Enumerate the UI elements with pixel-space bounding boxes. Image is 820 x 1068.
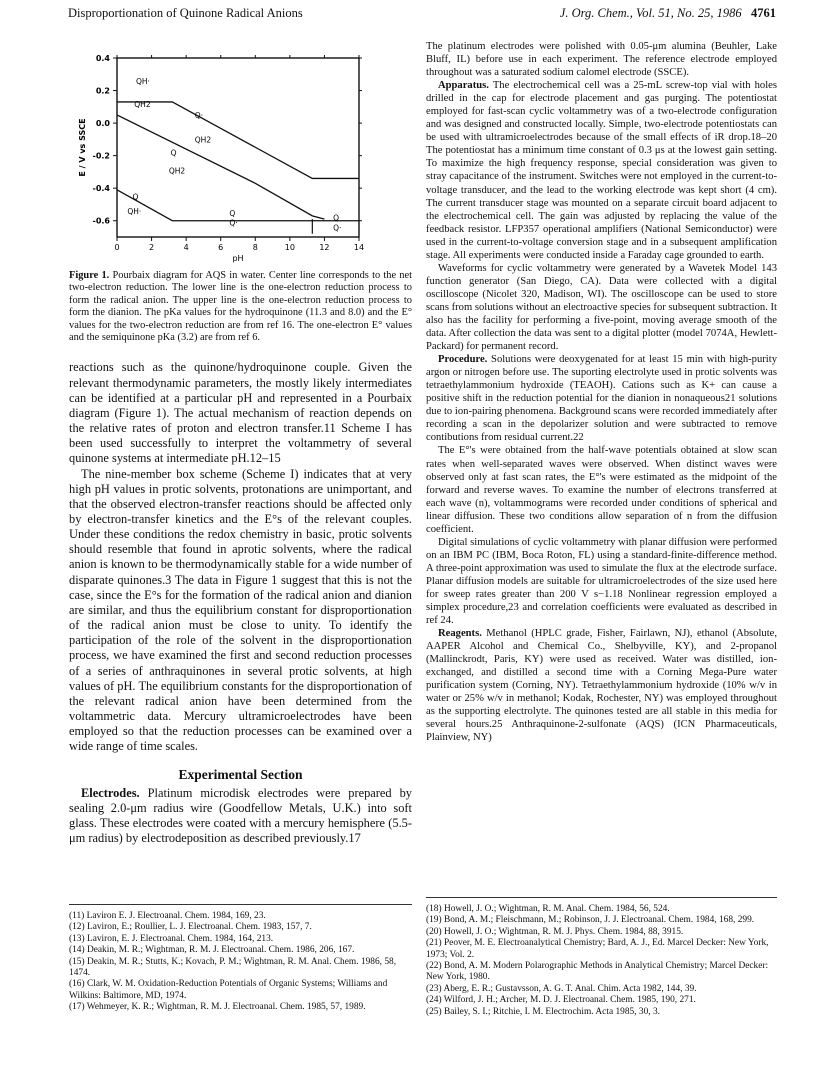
electrodes-paragraph [69,786,412,847]
series-line-2 [117,115,324,219]
region-label: Q· [194,111,204,121]
region-label: Q [333,213,339,223]
body-paragraph [426,444,777,535]
body-paragraph [426,353,777,444]
reference-item: (24) Wilford, J. H.; Archer, M. D. J. Electroanal. Chem. 1985, 190, 271. [426,995,696,1006]
region-label: QH2 [134,99,151,109]
x-tick-label: 14 [353,243,365,252]
reference-item: (22) Bond, A. M. Modern Polarographic Methods in Analytical Chemistry; Marcel Decker: New York, 1980. [426,961,769,983]
reference-item: (18) Howell, J. O.; Wightman, R. M. Anal. Chem. 1984, 56, 524. [426,904,670,914]
paragraph-text: Waveforms for cyclic voltammetry were generated by a Wavetek Model 143 function generator (San Diego, CA). Data were collected with a digital oscilloscope (Nicolet 320, Madison, WI). The oscilloscope can be used to store scans from solutions without an electroactive species for subsequent subtraction. It also has the facility for performing a five-point, moving average smooth of the data. After collection the data was sent to a digital plotter (model 7074A, Hewlett-Packard) for permanent record. [426,262,777,353]
figure-label: Figure 1. [69,270,110,281]
y-tick-label: -0.4 [92,184,110,194]
y-axis-label: E / V vs SSCE [78,118,87,177]
series-line-1 [117,99,359,178]
running-header: Disproportionation of Quinone Radical Anions [68,6,303,20]
paragraph-text: The platinum electrodes were polished with 0.05-μm alumina (Beuhler, Lake Bluff, IL) before use in each experiment. The reference electrode employed throughout was a saturated sodium calomel electrode (SSCE). [426,41,777,79]
region-label: Q [229,208,236,218]
section-heading: Experimental Section [178,766,303,782]
reference-item: (21) Peover, M. E. Electroanalytical Chemistry; Bard, A. J., Ed. Marcel Decker: New York, 1973; Vol. 2. [426,938,769,960]
body-paragraph [426,40,777,79]
pourbaix-chart [69,40,412,268]
body-paragraph [426,627,777,744]
footnotes-right [426,897,777,1018]
journal-citation [560,6,776,21]
y-tick-label: -0.6 [92,216,110,226]
body-paragraph [426,262,777,353]
journal-name: J. Org. Chem., Vol. 51, No. 25, 1986 [559,6,742,20]
reference-item: (11) Laviron E. J. Electroanal. Chem. 1984, 169, 23. [69,911,266,921]
left-column [69,40,412,846]
right-column [426,40,777,745]
region-label: Q· [333,223,342,233]
region-label: QH· [127,207,142,217]
series-line-3 [117,190,359,221]
run-in-heading: Electrodes. [81,785,140,800]
x-tick-label: 2 [149,243,155,252]
reference-item: (16) Clark, W. M. Oxidation-Reduction Potentials of Organic Systems; Williams and Wilkins: Baltimore, MD, 1974. [69,979,388,1001]
x-tick-label: 0 [114,243,120,252]
x-tick-label: 12 [319,243,330,252]
y-tick-label: 0.2 [95,86,110,96]
body-paragraph [426,79,777,262]
region-label: QH2 [194,135,212,145]
paragraph-text: reactions such as the quinone/hydroquinone couple. Given the relevant thermodynamic parameters, the mostly likely intermediates can be identified at a particular pH and represented in a Pourbaix diagram (Figure 1). The actual mechanism of reaction depends on the relative rates of proton and electron transfer.11 Scheme I has been used successfully to interpret the voltammetry of several quinone systems at intermediate pH.12–15 [69,360,412,466]
reference-item: (20) Howell, J. O.; Wightman, R. M. J. Phys. Chem. 1984, 88, 3915. [426,926,684,937]
region-label: Q [132,192,139,202]
reference-item: (23) Aberg, E. R.; Gustavsson, A. G. T. Anal. Chim. Acta 1982, 144, 39. [426,983,697,994]
y-tick-label: 0.0 [95,119,110,129]
paragraph-text: The E°'s were obtained from the half-wave potentials obtained at slow scan rates when well-separated waves were observed. When distinct waves were observed only at fast scan rates, the E°'s were estimated as the midpoint of the forward and reverse waves. To examine the number of electrons transferred at each wave (n), voltammograms were recorded under conditions of spherical and linear diffusion. These two conditions allow separation of n from the diffusion coefficient. [426,445,777,535]
x-tick-label: 8 [252,243,258,252]
region-label: QH· [136,77,150,87]
reference-item: (15) Deakin, M. R.; Stutts, K.; Kovach, P. M.; Wightman, R. M. Anal. Chem. 1986, 58, 1474. [69,956,397,979]
reference-item: (17) Wehmeyer, K. R.; Wightman, R. M. J. Electroanal. Chem. 1985, 57, 1989. [69,1002,366,1013]
figure-caption [69,270,412,344]
footnote-rule [69,904,412,905]
reference-item: (25) Bailey, S. I.; Ritchie, I. M. Electrochim. Acta 1985, 30, 3. [426,1006,660,1017]
x-tick-label: 10 [284,243,295,252]
x-axis-label: pH [232,254,244,263]
paragraph-text: Methanol (HPLC grade, Fisher, Fairlawn, NJ), ethanol (Absolute, AAPER Alcohol and Chemical Co., Shelbyville, KY), and 2-propanol (Mallinckrodt, Paris, KY) were used as received. Water was distilled, ion-exchanged, and distilled a second time with a Corning Mega-Pure water purification system (Corning, NY). Tetraethylammonium hydroxide (10% w/v in water or 25% w/v in methanol; Kodak, Rochester, NY) was employed throughout as the supporting electrolyte. The quinones tested are all stable in this media for several hours.25 Anthraquinone-2-sulfonate (AQS) (ICN Pharmaceuticals, Plainview, NY) [426,628,777,744]
body-paragraph [69,360,412,466]
x-tick-label: 6 [218,243,224,252]
reference-item: (13) Laviron, E. J. Electroanal. Chem. 1984, 164, 213. [69,933,274,944]
run-in-heading: Apparatus. [438,80,489,92]
figure-caption-text: Pourbaix diagram for AQS in water. Center line corresponds to the net two-electron reduction. The lower line is the one-electron reduction process to form the radical anion. The upper line is the one-electron reduction process to form the dianion. The pKa values for the hydroquinone (11.3 and 8.0) and the E° values for the two-electron reduction are from ref 16. The one-electron E° values and the semiquinone pKa (3.2) are from ref 6. [69,270,412,344]
reference-item: (14) Deakin, M. R.; Wightman, R. M. J. Electroanal. Chem. 1986, 206, 167. [69,945,355,956]
body-paragraph [69,467,412,755]
pourbaix-figure [69,40,412,268]
y-tick-label: -0.2 [92,151,110,161]
reference-item: (19) Bond, A. M.; Fleischmann, M.; Robinson, J. J. Electroanal. Chem. 1984, 168, 299. [426,915,755,926]
paragraph-text: Platinum microdisk electrodes were prepared by sealing 2.0-μm radius wire (Goodfellow Metals, U.K.) into soft glass. These electrodes were coated with a mercury hemisphere (5.5-μm radius) by electrodeposition as described previously.17 [69,785,412,846]
left-body [69,360,412,754]
body-paragraph [426,536,777,627]
footnotes-left [69,904,412,1014]
run-in-heading: Reagents. [438,628,482,640]
paragraph-text: The electrochemical cell was a 25-mL screw-top vial with holes drilled in the cap for electrode placement and gas purging. The potentiostat employed for fast-scan cyclic voltammetry was of a two-electrode configuration and was designed and constructed locally. Simple, two-electrode potentiostats can be used with ultramicroelectrodes because of the small effects of iR drop.18–20 The potentiostat has a minimum time constant of 0.3 μs at the lowest gain setting. To maximize the high frequency response, special consideration was given to stray capacitance of the instrument. Switches were not employed in the current-to-voltage transducer, and the lead to the working electrode was kept short (4 cm). The current transducer stage was mounted on a separate circuit board adjacent to the electrochemical cell. The gain was adjusted by replacing the value of the feedback resistor. LFP357 operational amplifiers (National Semiconductor) were used in the current-to-voltage conversion stage and in a subsequent amplification stage. All experiments were conducted inside a Faraday cage grounded to earth. [426,80,777,261]
paragraph-text: Solutions were deoxygenated for at least 15 min with high-purity argon or nitrogen before use. The suporting electrolyte used in protic solvents was tetraethylammonium hydroxide (TEAOH). Cations such as K+ can cause a positive shift in the reduction potential for the dianion in nonaqueous21 solutions due to ion-pairing phenomena. Background scans were recorded immediately after recording a scan in the depolarizer solution and were subtracted to remove contibutions from residual current.22 [426,354,777,444]
run-in-heading: Procedure. [438,354,488,366]
reference-item: (12) Laviron, E.; Roullier, L. J. Electroanal. Chem. 1983, 157, 7. [69,922,312,933]
y-tick-label: 0.4 [95,54,110,63]
region-label: Q [170,148,177,158]
footnote-rule [426,897,777,898]
paragraph-text: The nine-member box scheme (Scheme I) indicates that at very high pH values in protic solvents, protonations are unimportant, and that the observed electron-transfer reactions should be affected only by electron-transfer kinetics and the E°s of the relevant couples. Under these conditions the redox chemistry in basic, protic solvents should resemble that found in aprotic solvents, where the radical anion is known to be thermodynamically stable for a wide number of disparate quinones.3 The data in Figure 1 suggest that this is not the case, since the E°s for the formation of the radical anion and dianion are similar, and thus the equilibrium constant for disproportionation of the radical anion must be close to unity. To identify the participation of the role of the solvent in the disproportionation process, we have examined the first and second reduction processes of a series of anthraquinones in several protic solvents, at high values of pH. The equilibrium constants for the disproportionation of the relevant radical anion have been determined from the voltammetric data. Mercury ultramicroelectrodes have been employed so that the reduction processes can be examined over a wide range of time scales. [69,466,412,754]
paragraph-text: Digital simulations of cyclic voltammetry with planar diffusion were performed on an IBM PC (IBM, Boca Roton, FL) using a standard-finite-difference method. A three-point approximation was used to simulate the flux at the electrode surface. Planar diffusion models are suitable for ultramicroelectrodes of the size used here for sweep rates greater than 200 V s−1.18 Nonlinear regression employed a simplex procedure,23 and correlation coefficients were evaluated as described in ref 24. [426,536,777,627]
page-number: 4761 [751,6,776,20]
region-label: Q· [229,218,238,228]
region-label: QH2 [168,166,186,176]
x-tick-label: 4 [183,243,189,252]
